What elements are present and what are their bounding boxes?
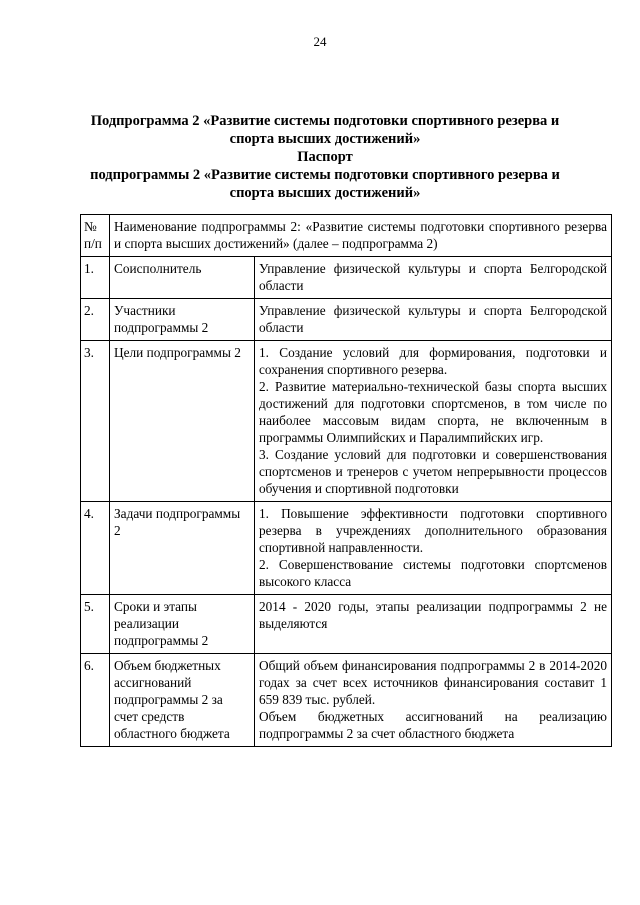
- heading-line-2: спорта высших достижений»: [229, 131, 421, 147]
- row-label: Соисполнитель: [110, 257, 255, 299]
- heading-line-4: подпрограммы 2 «Развитие системы подготовки спортивного резерва и: [90, 167, 560, 183]
- header-name-cell: Наименование подпрограммы 2: «Развитие системы подготовки спортивного резерва и спорта высших достижений» (далее – подпрограмма 2): [110, 215, 612, 257]
- row-num: 1.: [81, 257, 110, 299]
- row-value-para: 1. Повышение эффективности подготовки спортивного резерва в учреждениях дополнительного образования спортивной направленности.: [259, 506, 607, 555]
- row-label: Объем бюджетных ассигнований подпрограммы 2 за счет средств областного бюджета: [110, 654, 255, 747]
- passport-table: [80, 214, 612, 747]
- row-value: [255, 595, 612, 654]
- row-value-para: 2. Совершенствование системы подготовки спортсменов высокого класса: [259, 557, 607, 589]
- row-value-para: 2. Развитие материально-технической базы спорта высших достижений для подготовки спортсменов, в том числе по наиболее массовым видам спорта, не включенным в программы Олимпийских и Паралимпийских игр.: [259, 379, 607, 445]
- heading-line-3: Паспорт: [297, 149, 353, 165]
- row-num: 3.: [81, 341, 110, 502]
- document-heading: [60, 112, 590, 202]
- page-number: 24: [313, 34, 327, 49]
- row-value: [255, 299, 612, 341]
- row-label: Цели подпрограммы 2: [110, 341, 255, 502]
- row-num: 2.: [81, 299, 110, 341]
- table-header-row: [81, 215, 612, 257]
- row-num: 6.: [81, 654, 110, 747]
- table-row: [81, 341, 612, 502]
- table-row: [81, 299, 612, 341]
- header-num-cell: № п/п: [81, 215, 110, 257]
- table-row: [81, 654, 612, 747]
- row-value-para: 1. Создание условий для формирования, подготовки и сохранения спортивного резерва.: [259, 345, 607, 377]
- row-num: 4.: [81, 502, 110, 595]
- row-value: [255, 257, 612, 299]
- row-num: 5.: [81, 595, 110, 654]
- row-value: [255, 654, 612, 747]
- row-value-para: 3. Создание условий для подготовки и совершенствования спортсменов и тренеров с учетом непрерывности процессов обучения и спортивной подготовки: [259, 447, 607, 496]
- row-value-para: Объем бюджетных ассигнований на реализацию подпрограммы 2 за счет областного бюджета: [259, 709, 607, 741]
- row-value-para: Управление физической культуры и спорта Белгородской области: [259, 303, 607, 335]
- table-row: [81, 595, 612, 654]
- row-value: [255, 341, 612, 502]
- row-value-para: 2014 - 2020 годы, этапы реализации подпрограммы 2 не выделяются: [259, 599, 607, 631]
- table-row: [81, 257, 612, 299]
- row-value: [255, 502, 612, 595]
- row-value-para: Общий объем финансирования подпрограммы 2 в 2014-2020 годах за счет всех источников финансирования составит 1 659 839 тыс. рублей.: [259, 658, 607, 707]
- heading-line-5: спорта высших достижений»: [229, 185, 421, 201]
- row-label: Задачи подпрограммы 2: [110, 502, 255, 595]
- row-value-para: Управление физической культуры и спорта Белгородской области: [259, 261, 607, 293]
- row-label: Участники подпрограммы 2: [110, 299, 255, 341]
- heading-line-1: Подпрограмма 2 «Развитие системы подготовки спортивного резерва и: [90, 113, 560, 129]
- table-row: [81, 502, 612, 595]
- row-label: Сроки и этапы реализации подпрограммы 2: [110, 595, 255, 654]
